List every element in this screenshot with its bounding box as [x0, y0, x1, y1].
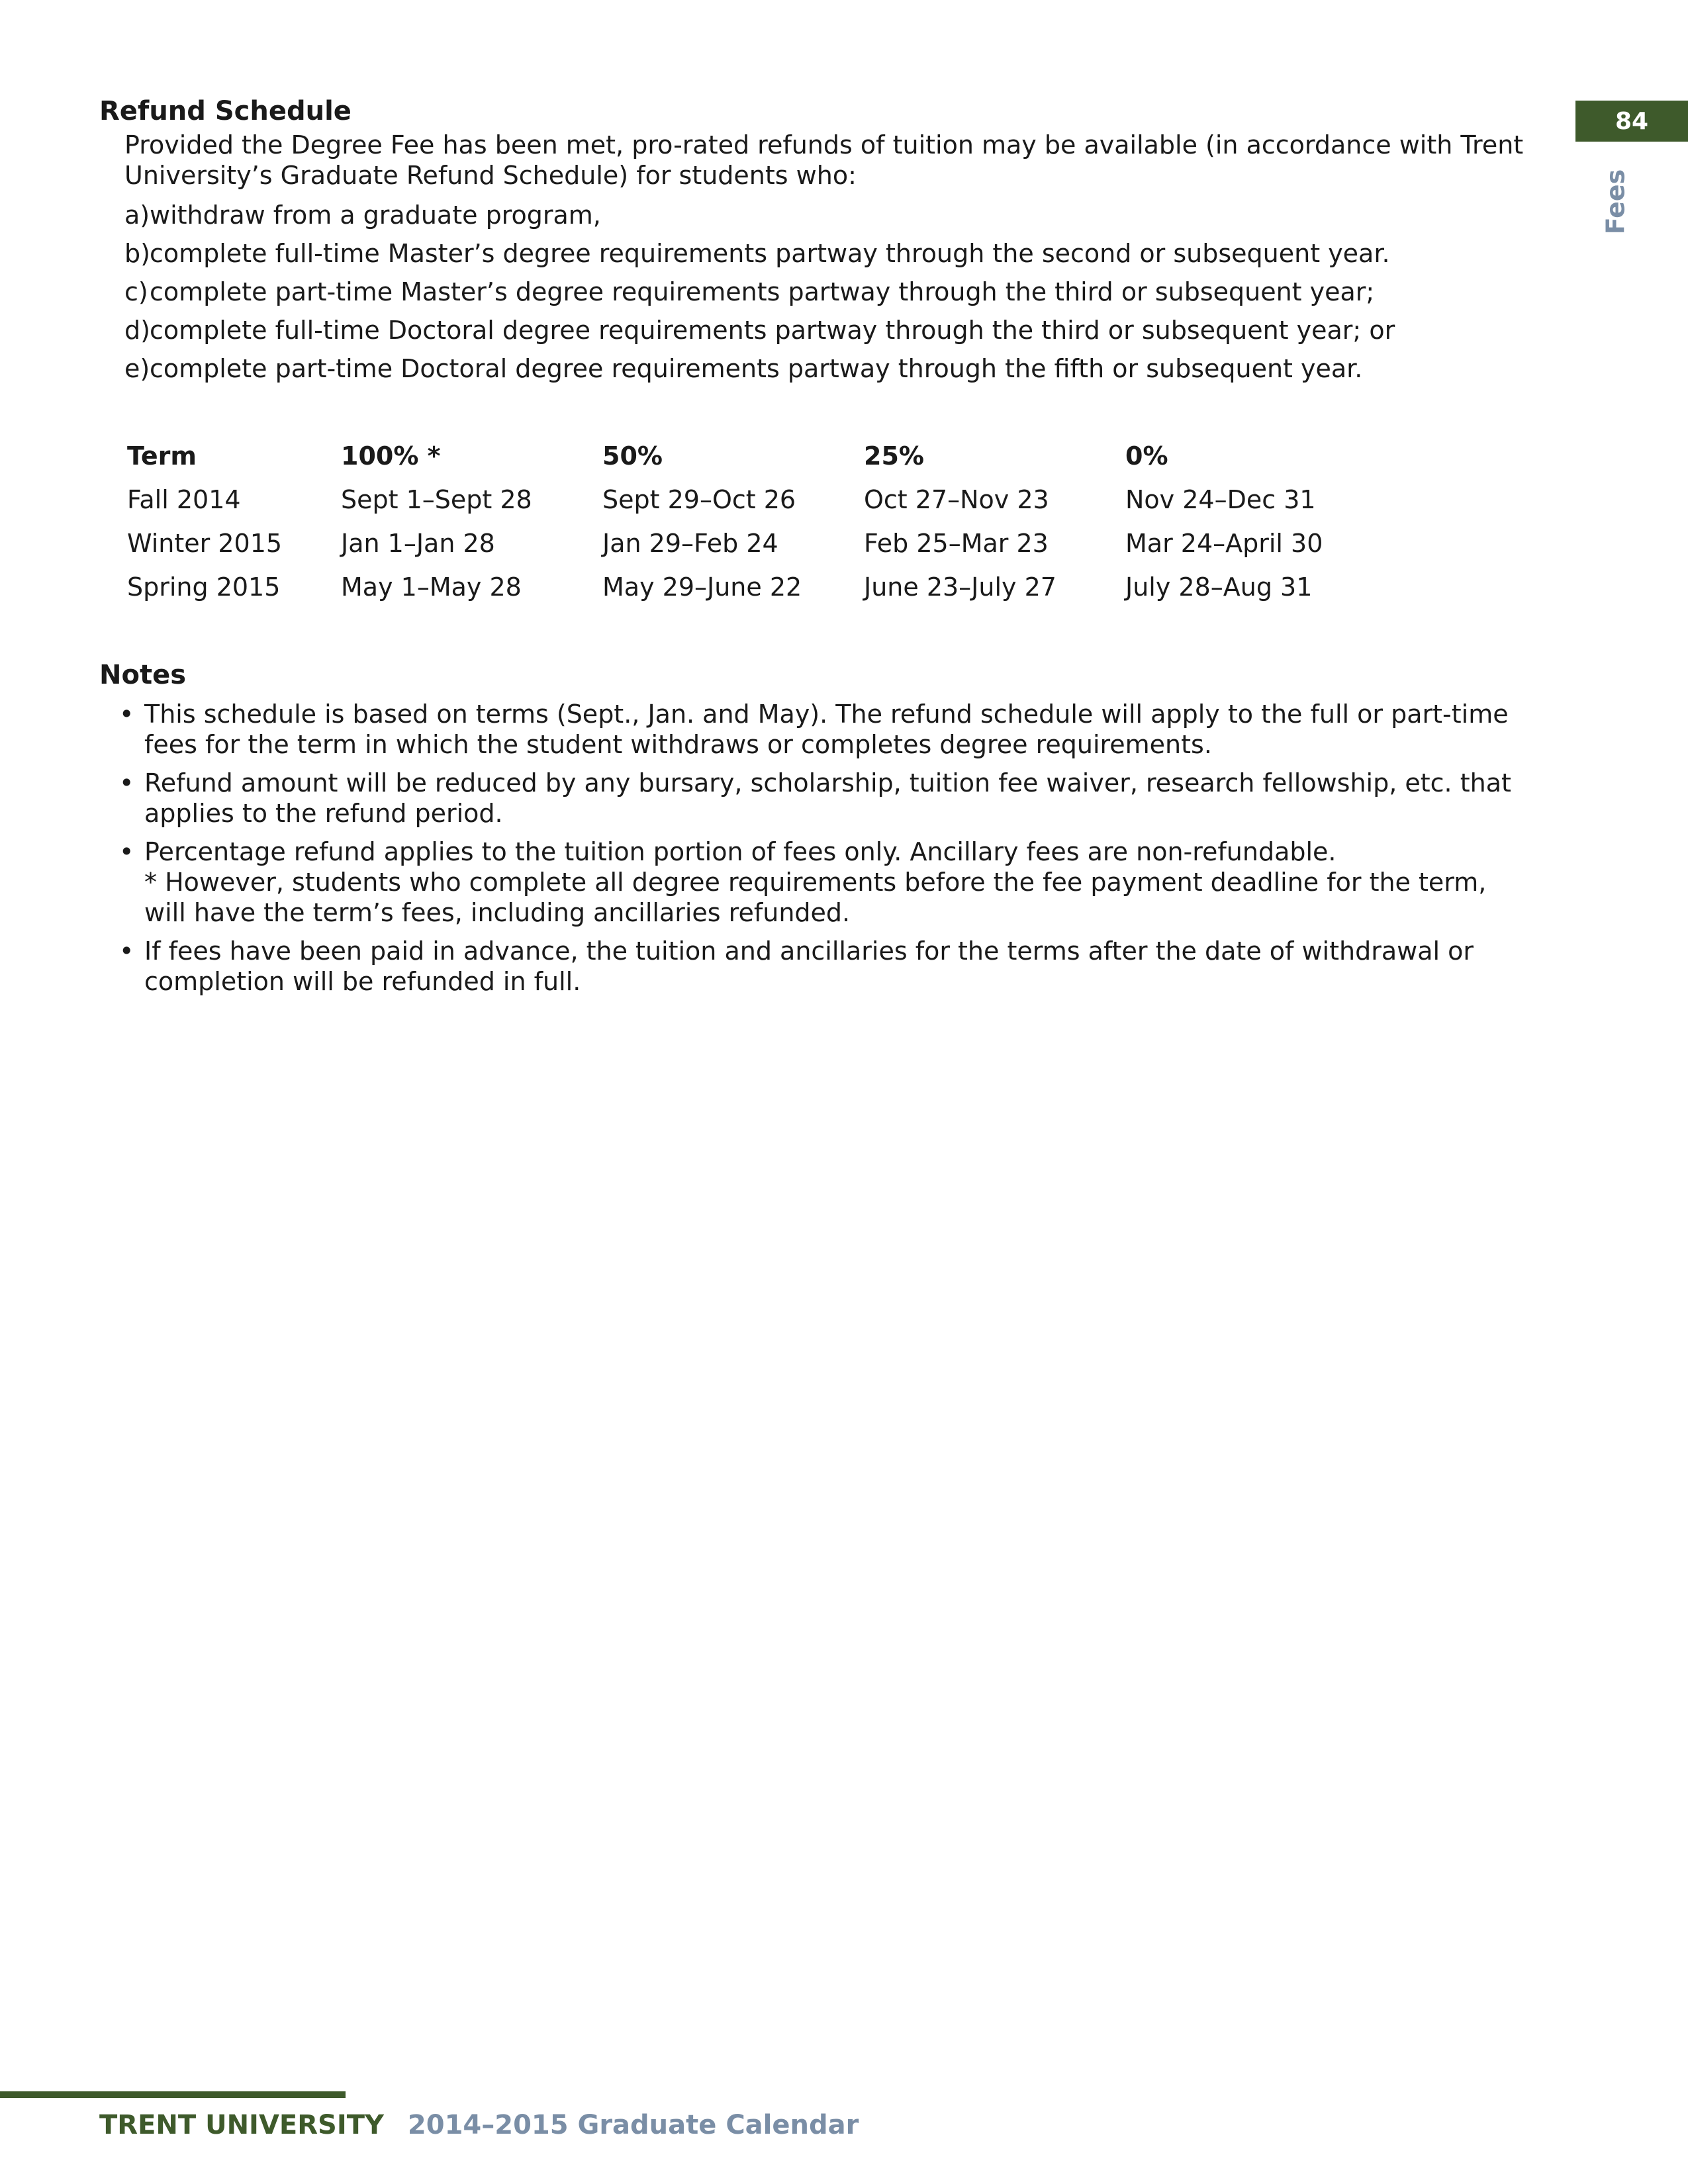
condition-text: complete full-time Master’s degree requirements partway through the second or subsequent year. — [150, 239, 1390, 268]
table-cell: June 23–July 27 — [864, 572, 1056, 602]
table-row — [127, 478, 1390, 522]
note-body — [144, 768, 1556, 829]
condition-text: withdraw from a graduate program, — [150, 201, 601, 230]
refund-conditions-list — [124, 196, 1556, 388]
table-cell: Fall 2014 — [127, 485, 241, 514]
footer-university: TRENT UNIVERSITY — [99, 2110, 384, 2140]
condition-item — [124, 273, 1556, 311]
condition-letter: e) — [124, 354, 150, 383]
table-header-row — [127, 434, 1390, 478]
note-body — [144, 699, 1556, 760]
table-cell: Jan 1–Jan 28 — [341, 529, 495, 558]
table-cell: Nov 24–Dec 31 — [1125, 485, 1316, 514]
column-header: 0% — [1125, 441, 1168, 471]
table-cell: May 1–May 28 — [341, 572, 522, 602]
condition-letter: d) — [124, 316, 150, 345]
table-cell: Sept 29–Oct 26 — [602, 485, 796, 514]
page-number-badge — [1575, 101, 1688, 142]
table-cell: Sept 1–Sept 28 — [341, 485, 532, 514]
footer — [99, 2110, 859, 2140]
bullet: • — [119, 837, 134, 866]
column-header: 100% * — [341, 441, 441, 471]
table-cell: Winter 2015 — [127, 529, 283, 558]
condition-letter: a) — [124, 201, 150, 230]
main-content — [99, 93, 1556, 1005]
table-cell: Mar 24–April 30 — [1125, 529, 1323, 558]
note-body — [144, 837, 1556, 928]
refund-intro: Provided the Degree Fee has been met, pro-rated refunds of tuition may be available (in accordance with Trent University’s Graduate Refund Schedule) for students who: — [124, 130, 1524, 190]
condition-text: complete part-time Doctoral degree requirements partway through the fifth or subsequent year. — [150, 354, 1363, 383]
table-cell: Feb 25–Mar 23 — [864, 529, 1049, 558]
refund-schedule-table — [127, 434, 1390, 609]
note-text: Refund amount will be reduced by any bursary, scholarship, tuition fee waiver, research fellowship, etc. that applies to the refund period. — [144, 768, 1511, 828]
section-tab — [1595, 169, 1635, 235]
refund-schedule-heading: Refund Schedule — [99, 96, 352, 126]
note-item — [119, 768, 1556, 829]
note-text: If fees have been paid in advance, the tuition and ancillaries for the terms after the date of withdrawal or completion will be refunded in full. — [144, 936, 1474, 996]
bullet: • — [119, 768, 134, 797]
footer-calendar: 2014–2015 Graduate Calendar — [407, 2110, 859, 2140]
section-tab-label: Fees — [1601, 169, 1630, 235]
table-cell: Oct 27–Nov 23 — [864, 485, 1049, 514]
note-item — [119, 936, 1556, 997]
condition-letter: c) — [124, 277, 148, 306]
footer-rule — [0, 2091, 346, 2098]
condition-item — [124, 349, 1556, 388]
note-body — [144, 936, 1556, 997]
condition-item — [124, 196, 1556, 234]
note-text: Percentage refund applies to the tuition portion of fees only. Ancillary fees are non-refundable. — [144, 837, 1336, 866]
note-subtext: * However, students who complete all degree requirements before the fee payment deadline for the term, will have the term’s fees, including ancillaries refunded. — [144, 868, 1487, 927]
note-item — [119, 699, 1556, 760]
notes-list — [119, 699, 1556, 997]
condition-text: complete full-time Doctoral degree requirements partway through the third or subsequent year; or — [150, 316, 1395, 345]
table-cell: May 29–June 22 — [602, 572, 802, 602]
column-header: Term — [127, 441, 197, 471]
condition-text: complete part-time Master’s degree requirements partway through the third or subsequent year; — [150, 277, 1375, 306]
bullet: • — [119, 936, 134, 966]
column-header: 25% — [864, 441, 924, 471]
note-item — [119, 837, 1556, 928]
page-number: 84 — [1615, 107, 1649, 135]
condition-item — [124, 234, 1556, 273]
bullet: • — [119, 700, 134, 729]
notes-heading: Notes — [99, 660, 187, 690]
table-cell: Jan 29–Feb 24 — [602, 529, 778, 558]
table-cell: Spring 2015 — [127, 572, 281, 602]
column-header: 50% — [602, 441, 663, 471]
note-text: This schedule is based on terms (Sept., Jan. and May). The refund schedule will apply to the full or part-time fees for the term in which the student withdraws or completes degree requirements. — [144, 700, 1509, 759]
condition-letter: b) — [124, 239, 150, 268]
table-row — [127, 565, 1390, 609]
table-cell: July 28–Aug 31 — [1125, 572, 1313, 602]
table-row — [127, 522, 1390, 565]
condition-item — [124, 311, 1556, 349]
